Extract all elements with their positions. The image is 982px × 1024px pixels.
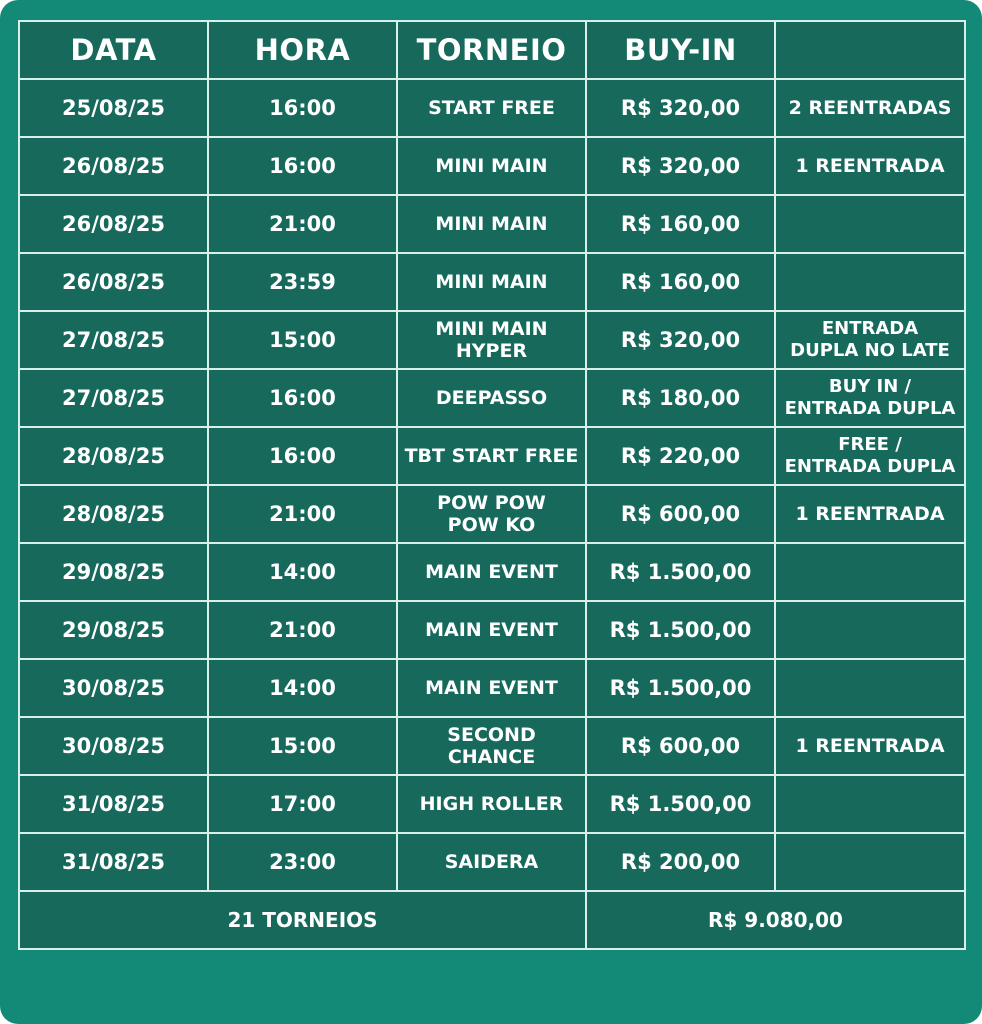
- table-row: [19, 369, 965, 427]
- header-torneio: TORNEIO: [397, 21, 586, 79]
- row-note: [775, 833, 965, 891]
- row-tournament: SECOND CHANCE: [397, 717, 586, 775]
- row-tournament: MAIN EVENT: [397, 659, 586, 717]
- table-row: [19, 137, 965, 195]
- row-tournament: START FREE: [397, 79, 586, 137]
- buyin-total: R$ 9.080,00: [586, 891, 965, 949]
- row-note: 1 REENTRADA: [775, 485, 965, 543]
- row-date: 25/08/25: [19, 79, 208, 137]
- row-note: ENTRADA DUPLA NO LATE: [775, 311, 965, 369]
- row-date: 26/08/25: [19, 137, 208, 195]
- table-row: [19, 543, 965, 601]
- tournament-schedule-table: [18, 20, 966, 950]
- header-data: DATA: [19, 21, 208, 79]
- row-note: [775, 601, 965, 659]
- row-date: 31/08/25: [19, 833, 208, 891]
- row-note: [775, 543, 965, 601]
- row-time: 21:00: [208, 601, 397, 659]
- row-buyin: R$ 320,00: [586, 137, 775, 195]
- table-row: [19, 775, 965, 833]
- row-buyin: R$ 200,00: [586, 833, 775, 891]
- row-time: 16:00: [208, 427, 397, 485]
- row-tournament: MINI MAIN: [397, 253, 586, 311]
- row-time: 23:59: [208, 253, 397, 311]
- row-note: 1 REENTRADA: [775, 137, 965, 195]
- row-date: 29/08/25: [19, 601, 208, 659]
- row-tournament: MAIN EVENT: [397, 601, 586, 659]
- row-time: 16:00: [208, 137, 397, 195]
- table-row: [19, 253, 965, 311]
- row-tournament: HIGH ROLLER: [397, 775, 586, 833]
- header-observacoes: [775, 21, 965, 79]
- row-buyin: R$ 160,00: [586, 195, 775, 253]
- row-date: 29/08/25: [19, 543, 208, 601]
- tournament-count: 21 TORNEIOS: [19, 891, 586, 949]
- table-row: [19, 717, 965, 775]
- row-note: 1 REENTRADA: [775, 717, 965, 775]
- row-time: 17:00: [208, 775, 397, 833]
- row-date: 27/08/25: [19, 311, 208, 369]
- row-note: [775, 253, 965, 311]
- header-hora: HORA: [208, 21, 397, 79]
- table-row: [19, 833, 965, 891]
- row-tournament: TBT START FREE: [397, 427, 586, 485]
- row-date: 27/08/25: [19, 369, 208, 427]
- row-tournament: MAIN EVENT: [397, 543, 586, 601]
- table-row: [19, 79, 965, 137]
- table-row: [19, 601, 965, 659]
- row-tournament: MINI MAIN HYPER: [397, 311, 586, 369]
- table-row: [19, 659, 965, 717]
- row-note: 2 REENTRADAS: [775, 79, 965, 137]
- row-buyin: R$ 1.500,00: [586, 543, 775, 601]
- row-time: 14:00: [208, 659, 397, 717]
- row-date: 30/08/25: [19, 659, 208, 717]
- row-time: 16:00: [208, 369, 397, 427]
- row-buyin: R$ 1.500,00: [586, 775, 775, 833]
- row-buyin: R$ 160,00: [586, 253, 775, 311]
- row-buyin: R$ 320,00: [586, 79, 775, 137]
- row-time: 21:00: [208, 485, 397, 543]
- row-buyin: R$ 600,00: [586, 717, 775, 775]
- header-buyin: BUY-IN: [586, 21, 775, 79]
- row-time: 21:00: [208, 195, 397, 253]
- row-note: [775, 659, 965, 717]
- row-date: 28/08/25: [19, 485, 208, 543]
- row-buyin: R$ 600,00: [586, 485, 775, 543]
- row-note: [775, 195, 965, 253]
- row-buyin: R$ 180,00: [586, 369, 775, 427]
- row-note: FREE / ENTRADA DUPLA: [775, 427, 965, 485]
- table-row: [19, 311, 965, 369]
- row-buyin: R$ 1.500,00: [586, 601, 775, 659]
- table-header-row: [19, 21, 965, 79]
- row-date: 26/08/25: [19, 253, 208, 311]
- table-body: [19, 79, 965, 891]
- row-date: 31/08/25: [19, 775, 208, 833]
- row-time: 16:00: [208, 79, 397, 137]
- row-note: BUY IN / ENTRADA DUPLA: [775, 369, 965, 427]
- row-buyin: R$ 220,00: [586, 427, 775, 485]
- row-tournament: MINI MAIN: [397, 195, 586, 253]
- row-time: 15:00: [208, 311, 397, 369]
- row-buyin: R$ 1.500,00: [586, 659, 775, 717]
- row-date: 30/08/25: [19, 717, 208, 775]
- row-tournament: DEEPASSO: [397, 369, 586, 427]
- table-footer-row: [19, 891, 965, 949]
- row-time: 14:00: [208, 543, 397, 601]
- row-date: 26/08/25: [19, 195, 208, 253]
- row-time: 15:00: [208, 717, 397, 775]
- row-time: 23:00: [208, 833, 397, 891]
- row-note: [775, 775, 965, 833]
- row-date: 28/08/25: [19, 427, 208, 485]
- table-row: [19, 195, 965, 253]
- row-tournament: SAIDERA: [397, 833, 586, 891]
- table-row: [19, 427, 965, 485]
- row-tournament: MINI MAIN: [397, 137, 586, 195]
- table-row: [19, 485, 965, 543]
- row-tournament: POW POW POW KO: [397, 485, 586, 543]
- row-buyin: R$ 320,00: [586, 311, 775, 369]
